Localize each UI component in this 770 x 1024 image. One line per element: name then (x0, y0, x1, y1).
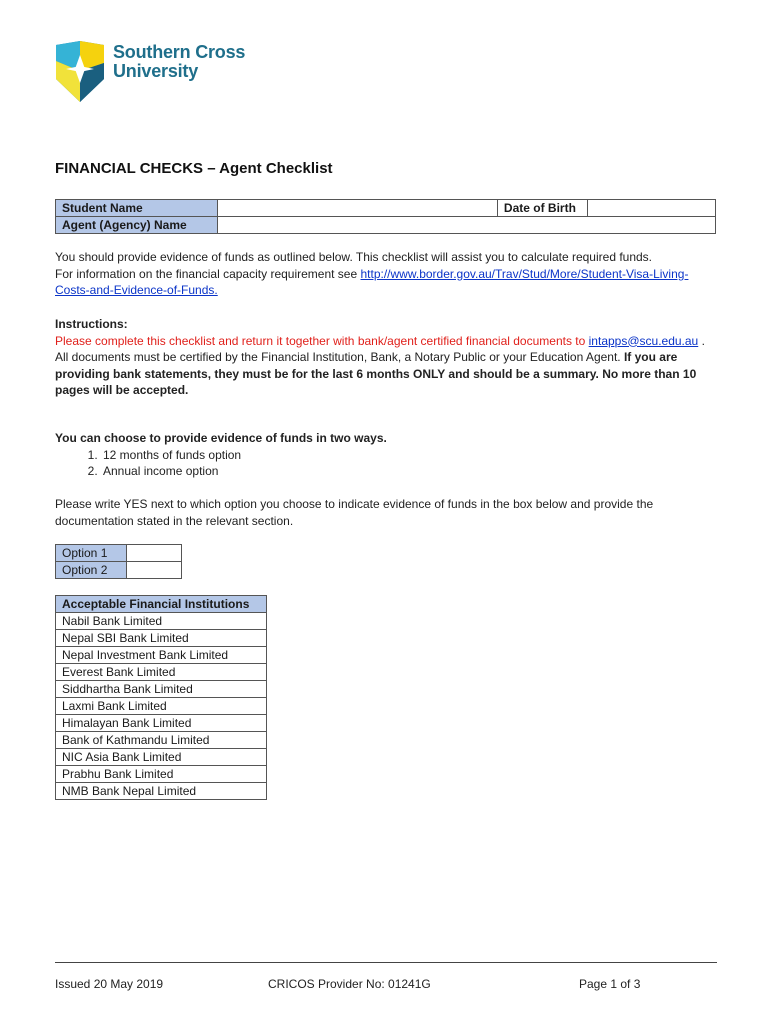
table-row: Nabil Bank Limited (56, 613, 267, 630)
instructions-heading: Instructions: (55, 317, 128, 331)
logo-text (113, 43, 245, 81)
agent-name-label: Agent (Agency) Name (56, 217, 218, 234)
instructions-section (55, 316, 715, 399)
footer-cricos: CRICOS Provider No: 01241G (268, 977, 431, 991)
table-row: NIC Asia Bank Limited (56, 749, 267, 766)
instructions-bold-text: If you are providing bank statements, they must be for the last 6 months ONLY and should be a summary. No more than 10 pages will be accepted. (55, 350, 697, 397)
table-row: Bank of Kathmandu Limited (56, 732, 267, 749)
email-link[interactable]: intapps@scu.edu.au (588, 333, 699, 348)
bank-table-header: Acceptable Financial Institutions (56, 596, 267, 613)
footer-page-number: Page 1 of 3 (579, 977, 641, 991)
yes-paragraph: Please write YES next to which option you choose to indicate evidence of funds in the box below and provide the documentation stated in the relevant section. (55, 497, 654, 528)
student-name-field[interactable] (218, 200, 497, 217)
table-row: Himalayan Bank Limited (56, 715, 267, 732)
table-row: Prabhu Bank Limited (56, 766, 267, 783)
logo-line1: Southern Cross (113, 42, 246, 62)
choose-section (55, 430, 715, 480)
student-name-label: Student Name (56, 200, 218, 217)
table-row: Nepal SBI Bank Limited (56, 630, 267, 647)
table-row: NMB Bank Nepal Limited (56, 783, 267, 800)
shield-logo-icon (54, 41, 106, 103)
option-table (55, 544, 182, 579)
intro-line2: For information on the financial capacity requirement see (55, 266, 361, 281)
university-logo (54, 41, 314, 103)
student-details-table (55, 199, 716, 234)
option-2-label: Option 2 (56, 562, 127, 579)
instructions-text: . All documents must be certified by the Financial Institution, Bank, a Notary Public or your Education Agent. (55, 333, 705, 364)
bank-table (55, 595, 267, 800)
option-2-field[interactable] (127, 562, 182, 579)
option-1-field[interactable] (127, 545, 182, 562)
option-1-label: Option 1 (56, 545, 127, 562)
dob-label: Date of Birth (497, 200, 587, 217)
option-list (55, 447, 715, 480)
agent-name-field[interactable] (218, 217, 716, 234)
table-row: Laxmi Bank Limited (56, 698, 267, 715)
intro-line1: You should provide evidence of funds as outlined below. This checklist will assist you to calculate required funds. (55, 250, 653, 264)
choose-heading: You can choose to provide evidence of funds in two ways. (55, 431, 387, 445)
page-title: FINANCIAL CHECKS – Agent Checklist (55, 160, 333, 177)
border-gov-link[interactable]: http://www.border.gov.au/Trav/Stud/More/Student-Visa-Living-Costs-and-Evidence-of-Funds. (55, 266, 689, 297)
list-item: 2. Annual income option (101, 463, 715, 480)
footer-issued: Issued 20 May 2019 (55, 977, 164, 991)
instructions-red-text: Please complete this checklist and return it together with bank/agent certified financial documents to (55, 333, 586, 348)
table-row: Everest Bank Limited (56, 664, 267, 681)
table-row: Nepal Investment Bank Limited (56, 647, 267, 664)
logo-line2: University (113, 61, 199, 81)
table-row: Siddhartha Bank Limited (56, 681, 267, 698)
dob-field[interactable] (587, 200, 715, 217)
footer-divider (55, 962, 717, 963)
intro-paragraph (55, 249, 715, 299)
list-item: 1. 12 months of funds option (101, 447, 715, 464)
